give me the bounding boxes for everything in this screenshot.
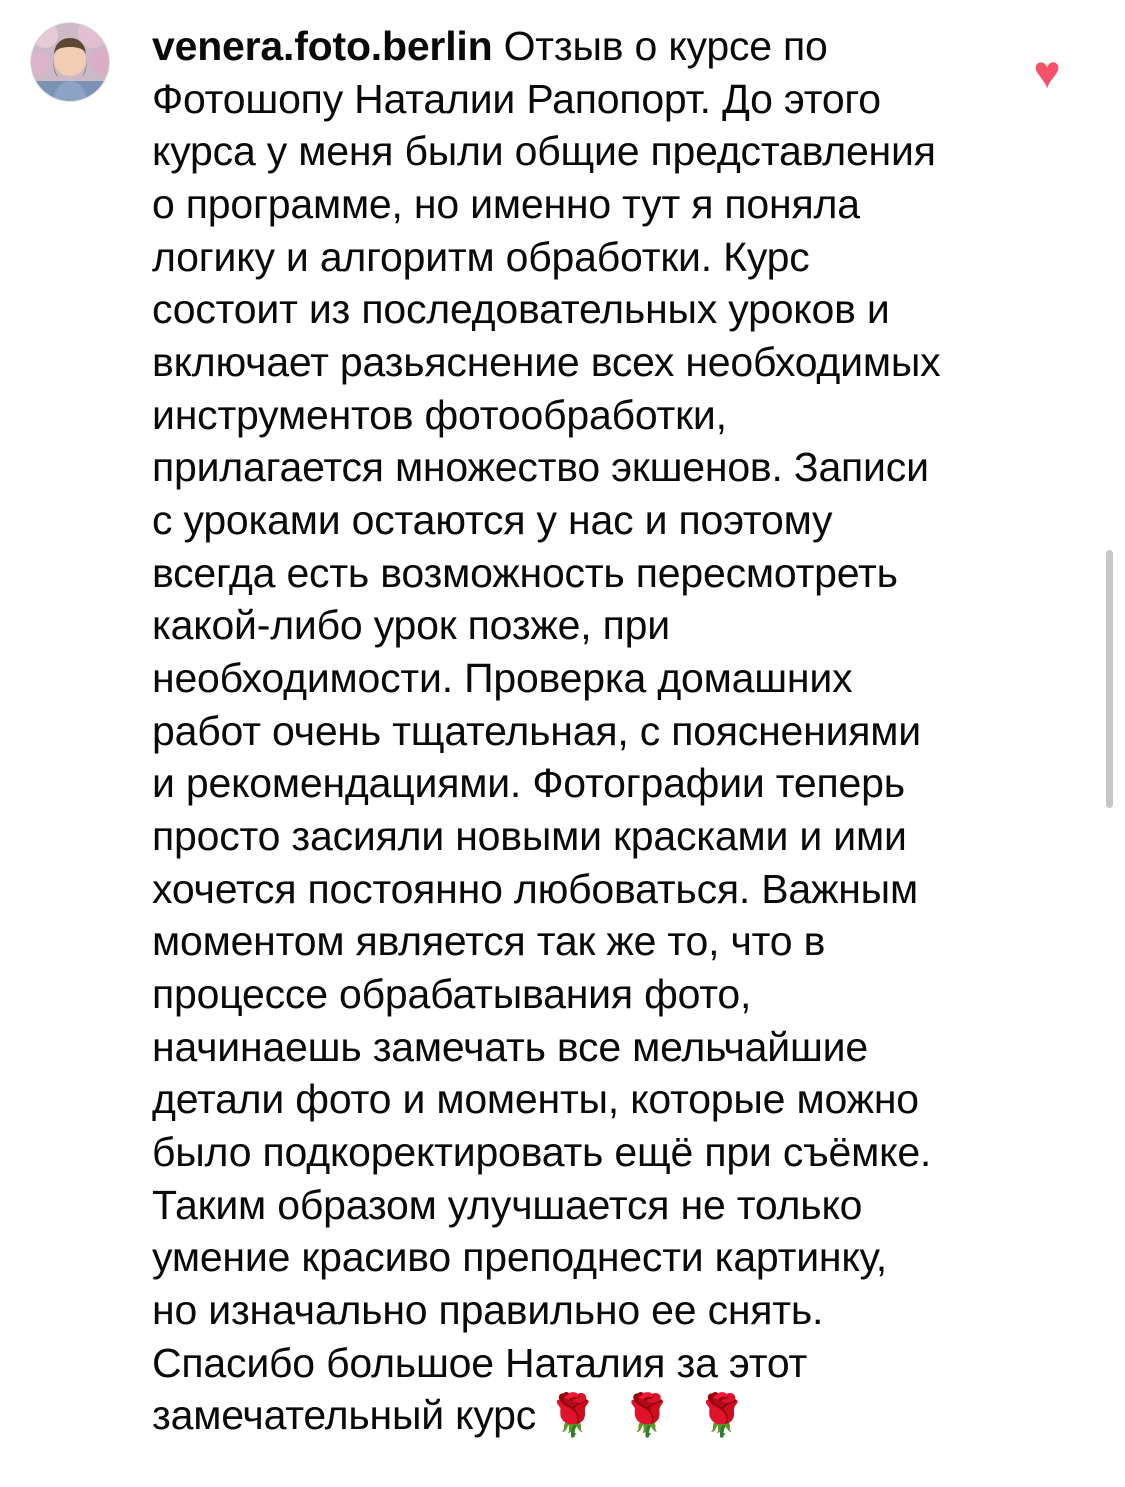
heart-icon[interactable]: ♥ [1033, 46, 1061, 98]
avatar[interactable] [30, 22, 110, 102]
comment-header-text: Отзыв о курсе по Фотошопу Наталии Рапопорт. [152, 23, 828, 122]
comment-body-text: До этого курса у меня были общие представления о программе, но именно тут я поняла логику и алгоритм обработки. Курс состоит из последовательных уроков и включает разьяснение всех необходимых инструментов фотообработки, прилагается множество экшенов. Записи с уроками остаются у нас и поэтому всегда есть возможность пересмотреть какой-либо урок позже, при необходимости. Проверка домашних работ очень тщательная, с пояснениями и рекомендациями. Фотографии теперь просто засияли новыми красками и ими хочется постоянно любоваться. Важным моментом является так же то, что в процессе обрабатывания фото, начинаешь замечать все мельчайшие детали фото и моменты, которые можно было подкоректировать ещё при съёмке. Таким образом улучшается не только умение красиво преподнести картинку, но изначально правильно ее снять. [152, 75, 941, 1334]
comment-text [152, 20, 942, 1442]
username-link[interactable]: venera.foto.berlin [152, 23, 493, 69]
scrollbar[interactable] [1106, 550, 1113, 808]
rose-emoji: 🌹 🌹 🌹 [547, 1392, 754, 1439]
comment-closing-text: Спасибо большое Наталия за этот замечательный курс [152, 1339, 808, 1439]
